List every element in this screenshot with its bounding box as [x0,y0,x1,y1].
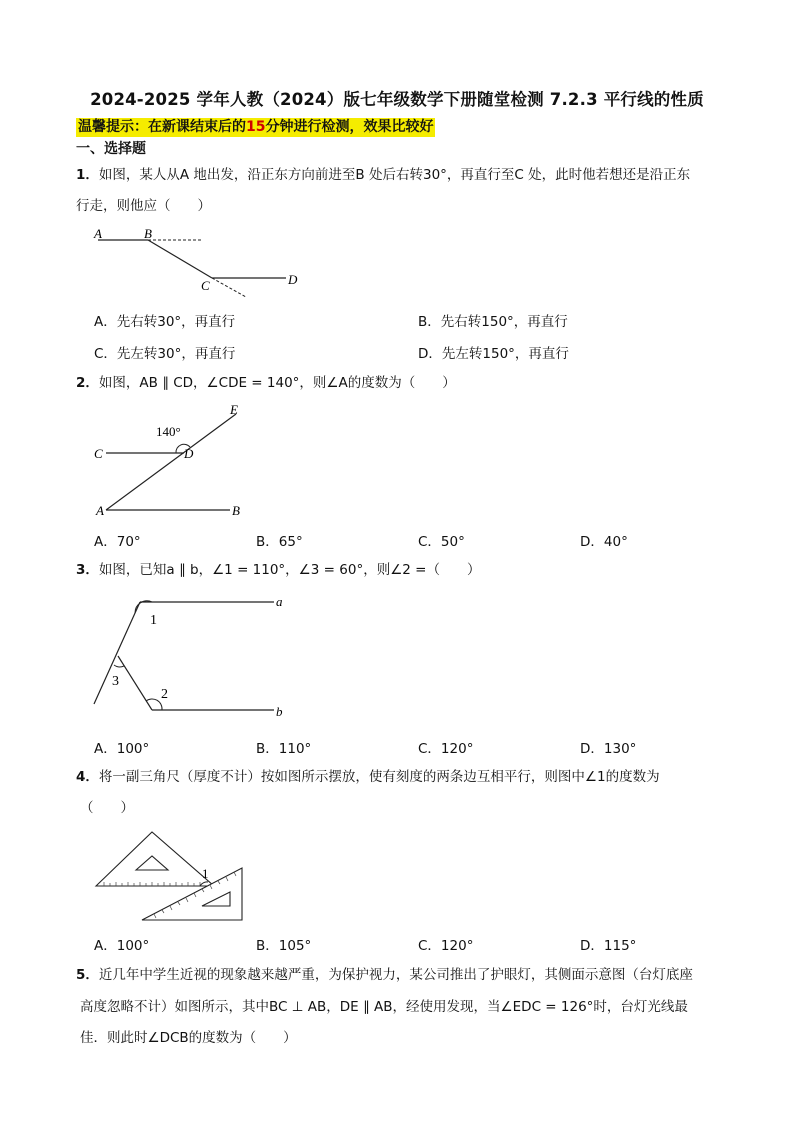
q3-label-a: a [276,594,283,609]
q4-line2: （ ） [80,800,134,816]
q3-option-c[interactable]: C．120° [418,741,474,757]
q5-line1: 近几年中学生近视的现象越来越严重，为保护视力，某公司推出了护眼灯，其侧面示意图（台灯底座 [98,967,693,983]
q4-number: 4． [76,769,99,785]
question-2 [76,373,456,393]
section-heading: 一、选择题 [76,141,146,157]
q2-label-d: D [184,446,194,461]
q3-number: 3． [76,562,99,578]
q5-number: 5． [76,967,99,983]
q3-option-b[interactable]: B．110° [256,741,312,757]
q2-option-d[interactable]: D．40° [580,534,628,550]
question-5 [76,965,693,985]
q2-figure [90,398,260,520]
q1-number: 1． [76,167,99,183]
q2-label-a: A [96,503,104,518]
question-4 [76,767,660,787]
q1-line2: 行走，则他应（ ） [76,198,211,214]
question-1 [76,165,690,185]
q2-option-a[interactable]: A．70° [94,534,141,550]
q2-angle-label: 140° [156,424,181,439]
q1-figure [90,224,310,304]
q5-line2: 高度忽略不计）如图所示，其中BC ⊥ AB，DE ∥ AB，经使用发现，当∠EDC = 126°时，台灯光线最 [80,999,688,1015]
q3-figure [88,590,298,725]
q2-number: 2． [76,375,99,391]
q3-label-2: 2 [161,687,168,702]
q4-line1: 将一副三角尺（厚度不计）按如图所示摆放，使有刻度的两条边互相平行，则图中∠1的度数为 [98,769,660,785]
q3-label-1: 1 [150,613,157,628]
q4-label-1: 1 [202,866,209,881]
q2-text: 如图，AB ∥ CD，∠CDE = 140°，则∠A的度数为（ ） [98,375,456,391]
q2-option-c[interactable]: C．50° [418,534,465,550]
q1-segment-bc [148,240,212,278]
q2-label-b: B [232,503,240,518]
q1-option-a[interactable]: A．先右转30°，再直行 [94,314,236,330]
q2-option-b[interactable]: B．65° [256,534,303,550]
q1-option-d[interactable]: D．先左转150°，再直行 [418,346,569,362]
q4-option-a[interactable]: A．100° [94,938,150,954]
q3-label-b: b [276,704,283,719]
q1-label-a: A [94,226,102,241]
q3-angle3-arc [114,665,124,667]
q2-label-c: C [94,446,103,461]
q1-option-b[interactable]: B．先右转150°，再直行 [418,314,568,330]
tip-highlight: 15 [246,119,266,135]
tip-prefix: 温馨提示：在新课结束后的 [78,119,246,135]
q2-label-e: E [230,402,238,417]
q3-label-3: 3 [112,674,119,689]
q1-label-d: D [288,272,298,287]
q1-label-c: C [201,278,210,293]
q1-dashed-extension [212,278,246,297]
q1-label-b: B [144,226,152,241]
q4-option-d[interactable]: D．115° [580,938,637,954]
q1-option-c[interactable]: C．先左转30°，再直行 [94,346,236,362]
q3-option-d[interactable]: D．130° [580,741,637,757]
q1-line1: 如图，某人从A 地出发，沿正东方向前进至B 处后右转30°，再直行至C 处，此时他若想还是沿正东 [98,167,691,183]
q4-option-b[interactable]: B．105° [256,938,312,954]
tip-banner [76,118,435,137]
tip-suffix: 分钟进行检测，效果比较好 [265,119,434,135]
q3-option-a[interactable]: A．100° [94,741,150,757]
q4-figure [90,826,250,926]
q3-lower-segment [118,656,152,710]
q4-option-c[interactable]: C．120° [418,938,474,954]
page-title: 2024-2025 学年人教（2024）版七年级数学下册随堂检测 7.2.3 平行线的性质 [90,90,704,109]
q5-line3: 佳．则此时∠DCB的度数为（ ） [80,1030,297,1046]
question-3 [76,560,481,580]
q3-text: 如图，已知a ∥ b，∠1 = 110°，∠3 = 60°，则∠2 =（ ） [98,562,481,578]
